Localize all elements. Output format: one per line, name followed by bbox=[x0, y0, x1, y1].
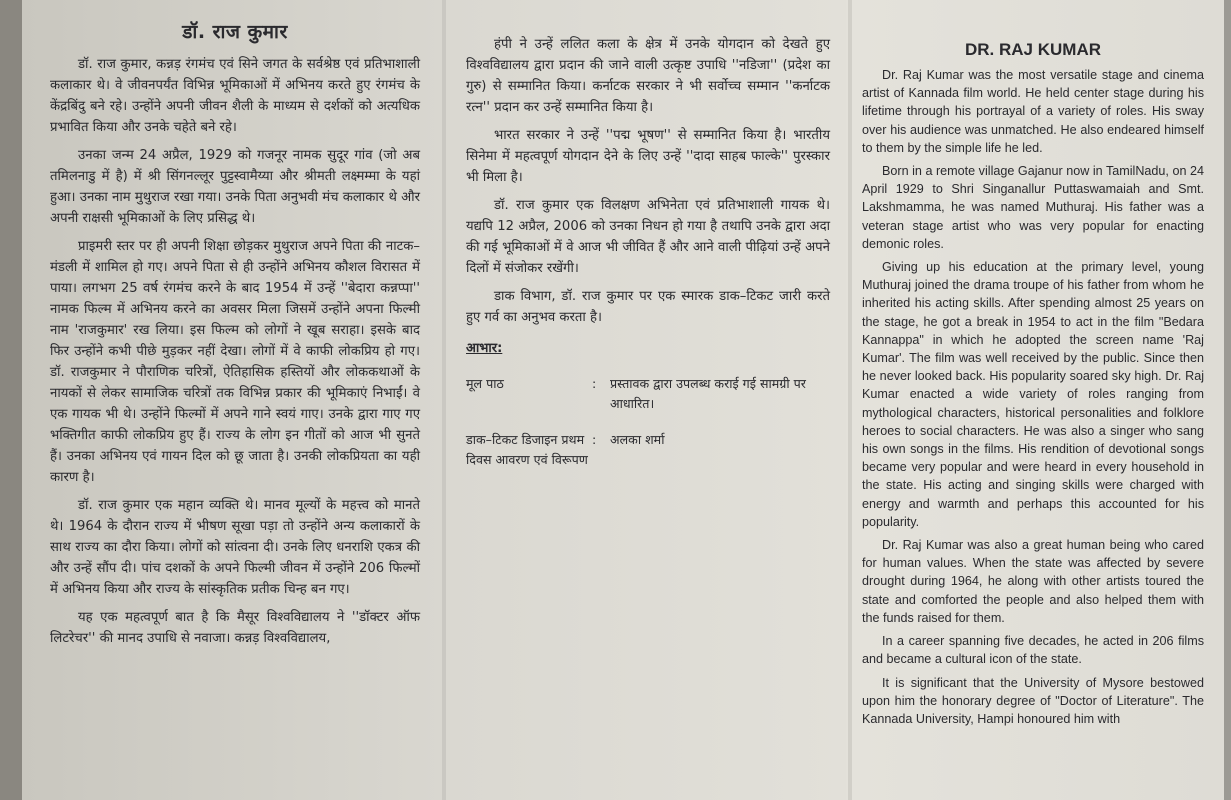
english-title: DR. RAJ KUMAR bbox=[965, 40, 1101, 59]
ack-key: डाक–टिकट डिजाइन प्रथम दिवस आवरण एवं विरूपण bbox=[466, 432, 588, 467]
left-background-edge bbox=[0, 0, 22, 800]
hindi-paragraph: डॉ. राज कुमार एक महान व्यक्ति थे। मानव मूल्यों के महत्त्व को मानते थे। 1964 के दौरान राज्य में भीषण सूखा पड़ा तो उन्होंने अन्य कलाकारों के साथ राज्य का दौरा किया। लोगों को सांत्वना दी। उनके लिए धनराशि एकत्र की और उन्हें सौंप दी। पांच दशकों के अपने फिल्मी जीवन में उन्होंने 206 फिल्मों में अभिनय किया और राज्य के सांस्कृतिक प्रतीक चिन्ह बन गए। bbox=[50, 498, 420, 597]
english-paragraph: In a career spanning five decades, he acted in 206 films and became a cultural icon of the state. bbox=[862, 634, 1204, 667]
hindi-paragraph: उनका जन्म 24 अप्रैल, 1929 को गजनूर नामक सुदूर गांव (जो अब तमिलनाडु में है) में श्री सिंगनल्लूर पुट्टस्वामैय्या और श्रीमती लक्ष्मम्मा के यहां हुआ। उनका नाम मुथुराज रखा गया। उनके पिता अनुभवी मंच कलाकार थे और अपनी राक्षसी भूमिकाओं के लिए प्रसिद्ध थे। bbox=[50, 148, 420, 226]
hindi-paragraph: भारत सरकार ने उन्हें ''पद्म भूषण'' से सम्मानित किया है। भारतीय सिनेमा में महत्वपूर्ण योगदान देने के लिए उन्हें ''दादा साहब फाल्के'' पुरस्कार भी मिला है। bbox=[466, 128, 830, 185]
ack-separator: : bbox=[592, 432, 597, 447]
acknowledgement-row bbox=[466, 430, 830, 470]
hindi-paragraph: यह एक महत्वपूर्ण बात है कि मैसूर विश्वविद्यालय ने ''डॉक्टर ऑफ लिटरेचर'' की मानद उपाधि से नवाजा। कन्नड़ विश्वविद्यालय, bbox=[50, 610, 420, 646]
hindi-column-2 bbox=[446, 0, 846, 800]
ack-value: प्रस्तावक द्वारा उपलब्ध कराई गई सामग्री पर आधारित। bbox=[610, 376, 806, 411]
hindi-paragraph: डॉ. राज कुमार एक विलक्षण अभिनेता एवं प्रतिभाशाली गायक थे। यद्यपि 12 अप्रैल, 2006 को उनका निधन हो गया है तथापि उनके द्वारा अदा की गई भूमिकाओं में वे आज भी जीवित हैं और आने वाली पीढ़ियां उन्हें अपने दिलों में संजोकर रखेंगी। bbox=[466, 198, 830, 276]
english-paragraph: It is significant that the University of Mysore bestowed upon him the honorary degree of "Doctor of Literature". The Kannada University, Hampi honoured him with bbox=[862, 675, 1204, 726]
english-paragraph: Giving up his education at the primary level, young Muthuraj joined the drama troupe of his father from whom he inherited his acting skills. After spending almost 25 years on the stage, he got a break in 1954 to act in the film "Bedara Kannappa" in which he adopted the screen name 'Raj Kumar'. The film was well received by the public. Since then he never looked back. His popularity soared sky high. Dr. Raj Kumar enacted a wide variety of roles ranging from mythological characters, historical personalities and folklore heroes to social characters. He was also a singer who sang his own songs in the films. His rendition of devotional songs became very popular and were heard in every household in the state. His acting and singing skills were charged with energy and warmth and perhaps this accounted for his popularity. bbox=[862, 260, 1204, 529]
hindi-title: डॉ. राज कुमार bbox=[182, 21, 288, 43]
hindi-column-1 bbox=[22, 0, 442, 800]
english-paragraph: Born in a remote village Gajanur now in TamilNadu, on 24 April 1929 to Shri Singanallur Puttaswamaiah and Smt. Lakshmamma, he was named Muthuraj. His father was a veteran stage artist who was very popular for enacting demonic roles. bbox=[862, 164, 1204, 251]
ack-key: मूल पाठ bbox=[466, 376, 504, 391]
hindi-paragraph: हंपी ने उन्हें ललित कला के क्षेत्र में उनके योगदान को देखते हुए विश्वविद्यालय द्वारा प्रदान की जाने वाली उत्कृष्ट उपाधि ''नडिजा'' (प्रदेश का गुरु) से सम्मानित किया। कर्नाटक सरकार ने भी सर्वोच्च सम्मान ''कर्नाटक रत्न'' प्रदान कर उन्हें सम्मानित किया है। bbox=[466, 37, 830, 115]
hindi-paragraph: डाक विभाग, डॉ. राज कुमार पर एक स्मारक डाक–टिकट जारी करते हुए गर्व का अनुभव करता है। bbox=[466, 289, 830, 325]
acknowledgement-heading: आभार: bbox=[466, 341, 503, 356]
ack-value: अलका शर्मा bbox=[610, 432, 665, 447]
english-paragraph: Dr. Raj Kumar was the most versatile stage and cinema artist of Kannada film world. He held center stage during his lifetime through his portrayal of a variety of roles. His sway over his audience was unmatched. He also endeared himself to them by the simple life he led. bbox=[862, 68, 1204, 155]
ack-separator: : bbox=[592, 376, 597, 391]
acknowledgement-row bbox=[466, 374, 830, 414]
hindi-paragraph: प्राइमरी स्तर पर ही अपनी शिक्षा छोड़कर मुथुराज अपने पिता की नाटक–मंडली में शामिल हो गए। अपने पिता से ही उन्होंने अभिनय कौशल विरासत में पाया। लगभग 25 वर्ष रंगमंच करने के बाद 1954 में उन्हें ''बेदारा कन्नप्पा'' नामक फिल्म में अभिनय करने का अवसर मिला जिसमें उन्होंने अपना फिल्मी नाम 'राजकुमार' रख लिया। इस फिल्म को लोगों ने खूब सराहा। इसके बाद फिर उन्होंने कभी पीछे मुड़कर नहीं देखा। लोगों में वे काफी लोकप्रिय हो गए। डॉ. राजकुमार ने पौराणिक चरित्रों, ऐतिहासिक हस्तियों और लोककथाओं के नायकों से लेकर सामाजिक चरित्रों तक विभिन्न प्रकार की भूमिकाएं निभाईं। वे एक गायक भी थे। उन्होंने फिल्मों में अपने गाने स्वयं गाए। उनके द्वारा गाए गए भक्तिगीत काफी लोकप्रिय हुए हैं। राज्य के लोग इन गीतों को आज भी सुनते हैं। उनका अभिनय एवं गायन दिल को छू जाता है। उनकी लोकप्रियता का यही कारण है। bbox=[50, 239, 420, 485]
right-background-edge bbox=[1224, 0, 1231, 800]
english-paragraph: Dr. Raj Kumar was also a great human being who cared for human values. When the state was affected by severe drought during 1964, he along with other artists toured the state and comforted the people and also helped them with the funds raised for them. bbox=[862, 538, 1204, 625]
hindi-paragraph: डॉ. राज कुमार, कन्नड़ रंगमंच एवं सिने जगत के सर्वश्रेष्ठ एवं प्रतिभाशाली कलाकार थे। वे जीवनपर्यंत विभिन्न भूमिकाओं में अभिनय करते हुए रंगमंच के केंद्रबिंदु बने रहे। उन्होंने अपनी जीवन शैली के माध्यम से दर्शकों को अत्यधिक प्रभावित किया और उनके चहेते बने रहे। bbox=[50, 57, 420, 135]
english-column bbox=[852, 0, 1224, 800]
